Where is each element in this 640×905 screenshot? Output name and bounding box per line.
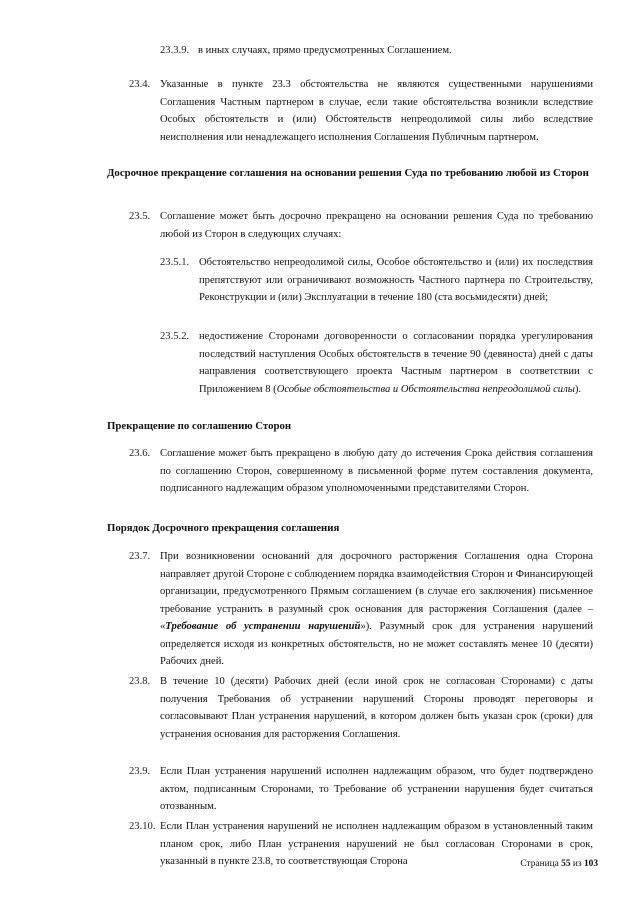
page-counter-current: 55 (561, 859, 571, 869)
clause-text-part: В течение 10 (десяти) Рабочих дней (если иной срок не согласован Сторонами) с даты получения Требования об устранении нарушений Стороны проводят переговоры и согласовывают План устранения нарушений, в котором должен быть указан срок (сроки) для устранения основания для расторжения Соглашения. (160, 676, 593, 740)
clause-text-part: в иных случаях, прямо предусмотренных Соглашением. (198, 45, 452, 56)
clause-text (160, 76, 593, 146)
clause-number: 23.5.1. (160, 257, 190, 268)
clause-text-part: ). (574, 383, 582, 395)
clause-text-part: »). Разумный срок для устранения нарушений определяется исходя из конкретных обстоятельств, но не может составлять менее 10 (десяти) Рабочих дней. (160, 621, 593, 667)
clause-text-part: Если План устранения нарушений исполнен надлежащим образом, что будет подтверждено актом, подписанным Сторонами, то Требование об устранении нарушения будет считаться отозванным. (160, 766, 593, 812)
clause-text-part: Соглашение может быть прекращено в любую дату до истечения Срока действия соглашения по соглашению Сторон, совершенному в письменной форме путем составления документа, подписанного надлежащим образом уполномоченными представителями Сторон. (160, 448, 593, 494)
clause-number: 23.9. (129, 766, 151, 777)
clause-number: 23.10. (129, 821, 156, 832)
clause-text (160, 445, 593, 498)
clause-text (160, 673, 593, 743)
clause-text-part: Обстоятельство непреодолимой силы, Особое обстоятельство и (или) их последствия препятствуют или ограничивают возможность Частного партнера по Строительству, Реконструкции и (или) Эксплуатации в течение 180 (ста восьмидесяти) дней; (199, 257, 593, 303)
page-counter-total: 103 (583, 859, 598, 869)
section-heading: Прекращение по соглашению Сторон (107, 420, 292, 432)
clause-text-part: Указанные в пункте 23.3 обстоятельства не являются существенными нарушениями Соглашения Частным партнером в случае, если такие обстоятельства возникли вследствие Особых обстоятельств и (или) Обстоятельств непреодолимой силы либо вследствие неисполнения или ненадлежащего исполнения Соглашения Публичным партнером. (160, 79, 593, 143)
clause-text-part: Соглашение может быть досрочно прекращено на основании решения Суда по требованию любой из Сторон в следующих случаях: (160, 211, 593, 240)
clause-number: 23.7. (129, 551, 151, 562)
clause-number: 23.6. (129, 448, 151, 459)
section-heading: Досрочное прекращение соглашения на основании решения Суда по требованию любой из Сторон (107, 167, 589, 179)
clause-number: 23.5.2. (160, 331, 190, 342)
page-counter-label: Страница (520, 859, 559, 869)
clause-text (199, 254, 593, 307)
clause-text-part: При возникновении оснований для досрочного расторжения Соглашения одна Сторона направляет другой Стороне с соблюдением порядка взаимодействия Сторон и Финансирующей организации, предусмотренного Прямым соглашением (в случае его заключения) письменное требование устранить в разумный срок основания для расторжения Соглашения (далее – « (160, 551, 593, 632)
clause-number: 23.3.9. (160, 45, 190, 56)
clause-text-emphasis: Требование об устранении нарушений (165, 621, 361, 632)
clause-number: 23.8. (129, 676, 151, 687)
section-heading: Порядок Досрочного прекращения соглашения (107, 522, 340, 534)
clause-text-emphasis: Особые обстоятельства и Обстоятельства непреодолимой силы (276, 383, 575, 395)
clause-text-part: Если План устранения нарушений не исполнен надлежащим образом в установленный таким планом срок, либо План устранения нарушений не был согласован Сторонами в срок, указанный в пункте 23.8, то соответствующая Сторона (160, 821, 593, 867)
clause-text (198, 42, 592, 60)
clause-text (160, 208, 593, 243)
page-counter (520, 858, 598, 870)
clause-text-part: недостижение Сторонами договоренности о согласовании порядка урегулирования последствий наступления Особых обстоятельств в течение 90 (девяноста) дней с даты направления соответствующего проекта Частным партнером в соответствии с Приложением 8 ( (199, 331, 593, 395)
clause-text (160, 763, 593, 816)
page-counter-of: из (572, 859, 582, 869)
clause-number: 23.5. (129, 211, 151, 222)
clause-text (199, 328, 593, 398)
clause-number: 23.4. (129, 79, 151, 90)
clause-text (160, 548, 593, 671)
